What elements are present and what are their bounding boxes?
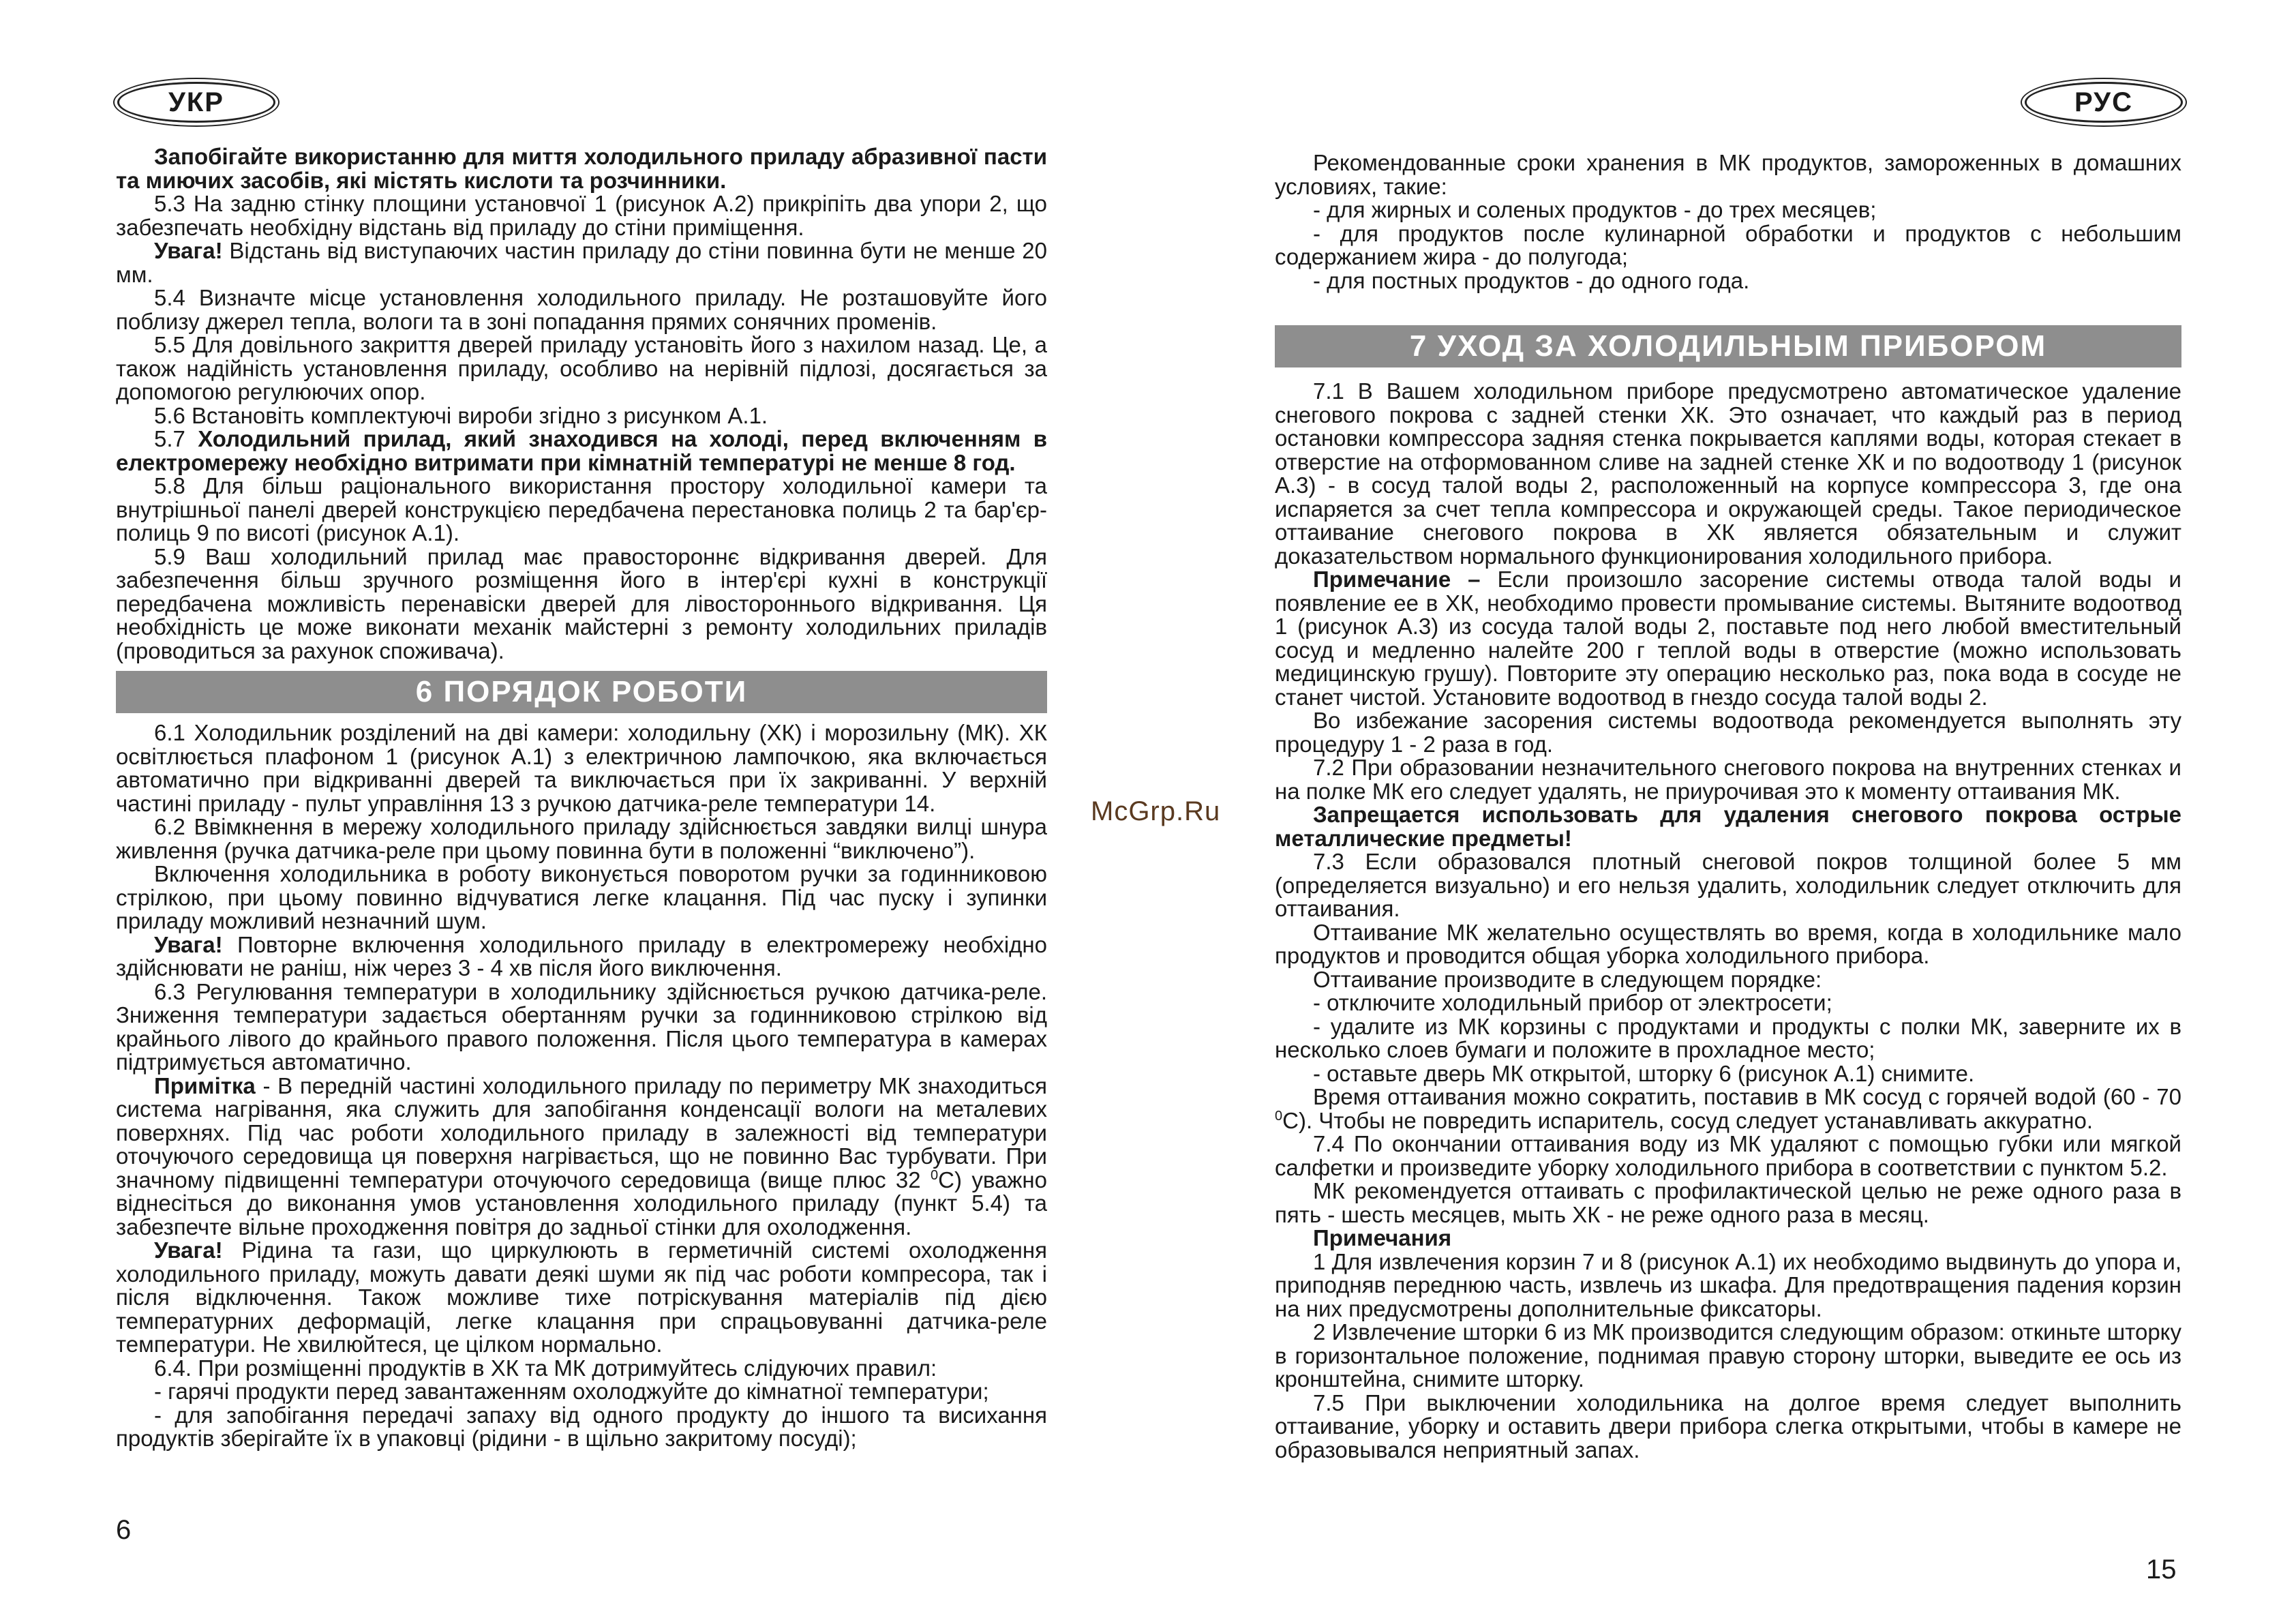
paragraph-6-2-b: Включення холодильника в роботу виконується поворотом ручки за годинниковою стрілкою, при цьому повинно відчуватися легке клацання. Під час пуску і зупинки приладу можливий незначний шум.: [116, 861, 1047, 933]
thaw-step-b: - удалите из МК корзины с продуктами и продукты с полки МК, заверните их в несколько слоев бумаги и положите в прохладное место;: [1275, 1013, 2181, 1062]
right-page-column: [1275, 151, 2181, 1462]
note-paragraph: Примечание – Если произошло засорение системы отвода талой воды и появление ее в ХК, необходимо провести промывание системы. Вытяните водоотвод 1 (рисунок А.3) из сосуда талой воды 2, поставьте под него любой вместительный сосуд и медленно налейте 200 г теплой воды в отверстие (можно использовать медицинскую грушу). Повторите эту операцию несколько раз, пока вода в сосуде не станет чистой. Установите водоотвод в гнездо сосуда талой воды 2.: [1275, 567, 2181, 710]
storage-item-fat: - для жирных и соленых продуктов - до трех месяцев;: [1313, 197, 1877, 222]
paragraph-5-9: 5.9 Ваш холодильний прилад має правостороннє відкривання дверей. Для забезпечення більш зручного розміщення його в інтер'єрі кухні в конструкції передбачена можливість перенавіски дверей для лівостороннього відкривання. Ця необхідність це може виконати механік майстерні з ремонту холодильних приладів (проводиться за рахунок споживача).: [116, 543, 1047, 663]
note-2: 2 Извлечение шторки 6 из МК производится следующим образом: откиньте шторку в горизонтальное положение, поднимая правую сторону шторки, выведите ее ось из кронштейна, снимите шторку.: [1275, 1319, 2181, 1392]
paragraph-5-6: 5.6 Встановіть комплектуючі вироби згідно з рисунком А.1.: [154, 402, 768, 428]
watermark: McGrp.Ru: [1091, 796, 1221, 826]
paragraph-6-4: 6.4. При розміщенні продуктів в ХК та МК дотримуйтесь слідуючих правил:: [154, 1355, 937, 1381]
paragraph-5-4: 5.4 Визначте місце установлення холодильного приладу. Не розташовуйте його поблизу джерел тепла, вологи та в зоні попадання прямих сонячних променів.: [116, 285, 1047, 334]
paragraph-7-3: 7.3 Если образовался плотный снеговой покров толщиной более 5 мм (определяется визуально) и его нельзя удалить, холодильник следует отключить для оттаивания.: [1275, 849, 2181, 921]
section-6-header: 6 ПОРЯДОК РОБОТИ: [116, 671, 1047, 713]
storage-item-cooked: - для продуктов после кулинарной обработки и продуктов с небольшим содержанием жира - до полугода;: [1275, 220, 2181, 269]
storage-intro: Рекомендованные сроки хранения в МК продуктов, замороженных в домашних условиях, такие:: [1275, 150, 2181, 199]
notes-title: Примечания: [1313, 1225, 1452, 1250]
avoid-paragraph: Во избежание засорения системы водоотвода рекомендуется выполнять эту процедуру 1 - 2 раза в год.: [1275, 708, 2181, 757]
page-number-right: 15: [2146, 1555, 2177, 1585]
thaw-paragraph-1: Оттаивание МК желательно осуществлять во время, когда в холодильнике мало продуктов и проводится общая уборка холодильного прибора.: [1275, 919, 2181, 968]
left-page-column: [116, 145, 1047, 1451]
thaw-paragraph-2: Оттаивание производите в следующем порядке:: [1313, 966, 1822, 992]
paragraph-5-8: 5.8 Для більш раціонального використання простору холодильної камери та внутрішньої панелі дверей конструкцією передбачена перестановка полиць 2 та бар'єр-полиць 9 по висоті (рисунок А.1).: [116, 473, 1047, 545]
paragraph-6-1: 6.1 Холодильник розділений на дві камери: холодильну (ХК) і морозильну (МК). ХК освітлюється плафоном 1 (рисунок А.1) з електричною лампочкою, яка включається автоматично при відкриванні дверей та виключається при їх закриванні. У верхній частині приладу - пульт управління 13 з ручкою датчика-реле температури 14.: [116, 720, 1047, 816]
paragraph-7-2: 7.2 При образовании незначительного снегового покрова на внутренних стенках и на полке МК его следует удалять, не приурочивая это к моменту оттаивания МК.: [1275, 755, 2181, 804]
uvaga-paragraph-2: Увага! Повторне включення холодильного приладу в електромережу необхідно здійснювати не раніш, ніж через 3 - 4 хв після його виключення.: [116, 931, 1047, 980]
thaw-step-a: - отключите холодильный прибор от электросети;: [1313, 990, 1832, 1015]
paragraph-7-5: 7.5 При выключении холодильника на долгое время следует выполнить оттаивание, уборку и оставить двери прибора слегка открытыми, чтобы в камере не образовывался неприятный запах.: [1275, 1390, 2181, 1462]
mk-paragraph: МК рекомендуется оттаивать с профилактической целью не реже одного раза в пять - шесть месяцев, мыть ХК - не реже одного раза в месяц.: [1275, 1178, 2181, 1227]
time-paragraph: Время оттаивания можно сократить, поставив в МК сосуд с горячей водой (60 - 70 $^0$С). Чтобы не повредить испаритель, сосуд следует устанавливать аккуратно.: [1275, 1084, 2181, 1133]
paragraph-5-7: 5.7 Холодильний прилад, який знаходився на холоді, перед включенням в електромережу необхідно витримати при кімнатній температурі не менше 8 год.: [116, 426, 1047, 475]
page-number-left: 6: [116, 1515, 132, 1545]
storage-item-lean: - для постных продуктов - до одного года.: [1313, 267, 1750, 293]
forbid-paragraph: Запрещается использовать для удаления снегового покрова острые металлические предметы!: [1275, 802, 2181, 851]
paragraph-7-4: 7.4 По окончании оттаивания воду из МК удаляют с помощью губки или мягкой салфетки и произведите уборку холодильного прибора в соответствии с пунктом 5.2.: [1275, 1131, 2181, 1180]
section-7-header: 7 УХОД ЗА ХОЛОДИЛЬНЫМ ПРИБОРОМ: [1275, 325, 2181, 367]
uvaga-paragraph-3: Увага! Рідина та гази, що циркулюють в герметичній системі охолодження холодильного приладу, можуть давати деякі шуми як під час роботи компресора, так і після відключення. Також можливе тихе потріскування матеріалів під дією температурних деформацій, легке клацання при спрацьовуванні датчика-реле температури. Не хвилюйтеся, це цілком нормально.: [116, 1237, 1047, 1357]
uvaga-paragraph: Увага! Відстань від виступаючих частин приладу до стіни повинна бути не менше 20 мм.: [116, 238, 1047, 287]
prymitka-paragraph: Примітка - В передній частині холодильного приладу по периметру МК знаходиться система нагрівання, яка служить для запобігання конденсації вологи на металевих поверхнях. Під час роботи холодильного приладу в залежності від температури оточуючого середовища ця поверхня нагрівається, що не повинно Вас турбувати. При значному підвищенні температури оточуючого середовища (вище плюс 32 $^0$С) уважно віднесіться до виконання умов установлення холодильного приладу (пункт 5.4) та забезпечте вільне проходження повітря до задньої стінки для охолодження.: [116, 1072, 1047, 1240]
paragraph-5-3: 5.3 На задню стінку площини установчої 1 (рисунок А.2) прикріпіть два упори 2, що забезпечать необхідну відстань від приладу до стіни приміщення.: [116, 191, 1047, 240]
paragraph-7-1: 7.1 В Вашем холодильном приборе предусмотрено автоматическое удаление снегового покрова с задней стенки ХК. Это означает, что каждый раз в период остановки компрессора задняя стенка покрывается каплями воды, которая стекает в отверстие на отформованном сливе на задней стенке ХК и по водоотводу 1 (рисунок А.3) - в сосуд талой воды 2, расположенный на корпусе компрессора 3, где она испаряется за счет тепла компрессора и окружающей среды. Такое периодическое оттаивание снегового покрова в ХК является обязательным и служит доказательством нормального функционирования холодильного прибора.: [1275, 378, 2181, 569]
paragraph-6-4-b: - для запобігання передачі запаху від одного продукту до іншого та висихання продуктів зберігайте їх в упаковці (рідини - в щільно закритому посуді);: [116, 1402, 1047, 1451]
language-badge-rus: РУС: [2025, 82, 2183, 123]
paragraph-6-3: 6.3 Регулювання температури в холодильнику здійснюється ручкою датчика-реле. Зниження температури задається обертанням ручки за годинниковою стрілкою від крайнього лівого до крайнього правого положення. Після цього температура в камерах підтримується автоматично.: [116, 978, 1047, 1075]
note-1: 1 Для извлечения корзин 7 и 8 (рисунок А.1) их необходимо выдвинуть до упора и, приподняв переднюю часть, извлечь из шкафа. Для предотвращения падения корзин на них предусмотрены дополнительные фиксаторы.: [1275, 1248, 2181, 1321]
paragraph-5-5: 5.5 Для довільного закриття дверей приладу установіть його з нахилом назад. Це, а також надійність установлення приладу, особливо на нерівній підлозі, досягається за допомогою регулюючих опор.: [116, 332, 1047, 404]
paragraph-6-2: 6.2 Ввімкнення в мережу холодильного приладу здійснюється завдяки вилці шнура живлення (ручка датчика-реле при цьому повинна бути в положенні “виключено”).: [116, 814, 1047, 863]
warning-paragraph: Запобігайте використанню для миття холодильного приладу абразивної пасти та миючих засобів, які містять кислоти та розчинники.: [116, 144, 1047, 193]
thaw-step-c: - оставьте дверь МК открытой, шторку 6 (рисунок А.1) снимите.: [1313, 1060, 1975, 1086]
paragraph-6-4-a: - гарячі продукти перед завантаженням охолоджуйте до кімнатної температури;: [154, 1379, 989, 1404]
language-badge-ukr: УКР: [117, 82, 275, 123]
